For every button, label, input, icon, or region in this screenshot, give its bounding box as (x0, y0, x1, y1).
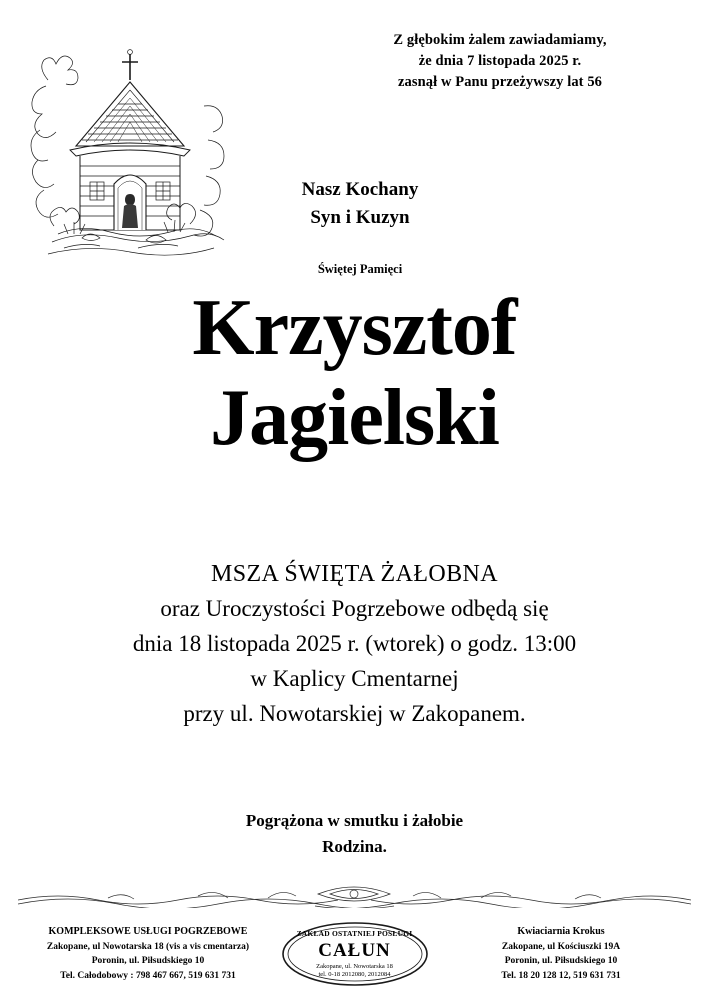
ceremony-line-1: MSZA ŚWIĘTA ŻAŁOBNA (210, 561, 498, 587)
seal-phones: tel. 0-18 2012080, 2012084 (318, 971, 391, 978)
ceremony-details (40, 556, 669, 732)
ceremony-line-4: w Kaplicy Cmentarnej (250, 666, 459, 692)
funeral-home-title: KOMPLEKSOWE USŁUGI POGRZEBOWE (48, 926, 248, 937)
seal-address: Zakopane, ul. Nowotarska 18 (316, 963, 393, 970)
chapel-engraving-illustration (18, 42, 233, 272)
deceased-last-name: Jagielski (210, 373, 499, 462)
deceased-name (0, 284, 709, 462)
funeral-home-contact (8, 924, 288, 984)
announcement-header (300, 30, 700, 93)
florist-title: Kwiaciarnia Krokus (517, 926, 605, 937)
funeral-home-phone: Tel. Całodobowy : 798 467 667, 519 631 731 (60, 970, 236, 981)
ceremony-line-3: dnia 18 listopada 2025 r. (wtorek) o godz. 13:00 (132, 631, 577, 657)
ceremony-line-5: przy ul. Nowotarskiej w Zakopanem. (183, 701, 526, 727)
funeral-home-address-1: Zakopane, ul Nowotarska 18 (vis a vis cmentarza) (46, 941, 250, 952)
relation-line-2: Syn i Kuzyn (310, 206, 410, 228)
header-line-2: że dnia 7 listopada 2025 r. (418, 53, 582, 70)
funeral-home-address-2: Poronin, ul. Piłsudskiego 10 (91, 956, 205, 967)
relation-text (180, 176, 540, 231)
relation-line-1: Nasz Kochany (301, 179, 419, 200)
footer (0, 918, 709, 990)
family-line-2: Rodzina. (322, 836, 387, 856)
ceremony-line-2: oraz Uroczystości Pogrzebowe odbędą się (160, 596, 549, 622)
funeral-home-seal (280, 920, 430, 988)
ornamental-divider (18, 880, 691, 908)
memory-label: Świętej Pamięci (317, 262, 403, 276)
header-line-1: Z głębokim żalem zawiadamiamy, (393, 32, 607, 48)
florist-address-2: Poronin, ul. Piłsudskiego 10 (504, 956, 618, 967)
family-signature (40, 808, 669, 859)
florist-phone: Tel. 18 20 128 12, 519 631 731 (501, 970, 621, 981)
header-line-3: zasnął w Panu przeżywszy lat 56 (397, 74, 603, 91)
florist-contact (421, 924, 701, 984)
deceased-first-name: Krzysztof (192, 284, 517, 372)
seal-brand: CAŁUN (318, 940, 391, 961)
seal-top-text: ZAKŁAD OSTATNIEJ POSŁUGI (296, 929, 413, 938)
family-line-1: Pogrążona w smutku i żałobie (245, 811, 464, 830)
florist-address-1: Zakopane, ul Kościuszki 19A (501, 941, 621, 952)
